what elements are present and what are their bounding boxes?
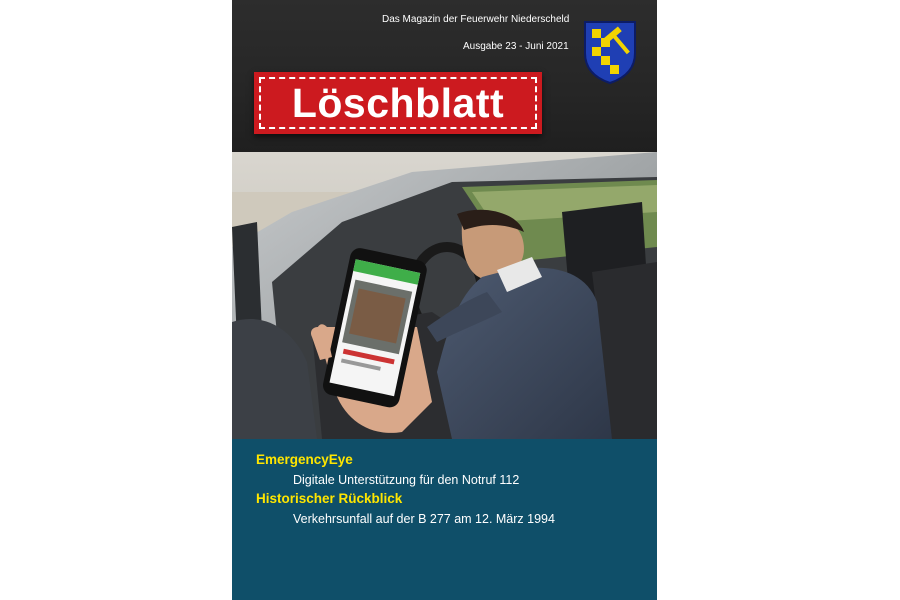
magazine-subtitle: Das Magazin der Feuerwehr Niederscheld (382, 14, 570, 25)
coat-of-arms-hammer-icon (582, 19, 638, 85)
article-summary: Verkehrsunfall auf der B 277 am 12. März 1994 (293, 512, 555, 526)
article-headline: EmergencyEye (256, 452, 353, 467)
magazine-title: Löschblatt (291, 79, 505, 126)
masthead (254, 72, 542, 134)
teaser-panel (232, 439, 657, 600)
cover-header (232, 0, 657, 152)
magazine-cover (232, 0, 657, 600)
cover-photo (232, 152, 657, 439)
article-summary: Digitale Unterstützung für den Notruf 112 (293, 473, 520, 487)
article-headline: Historischer Rückblick (256, 491, 403, 506)
issue-info: Ausgabe 23 - Juni 2021 (463, 41, 569, 52)
